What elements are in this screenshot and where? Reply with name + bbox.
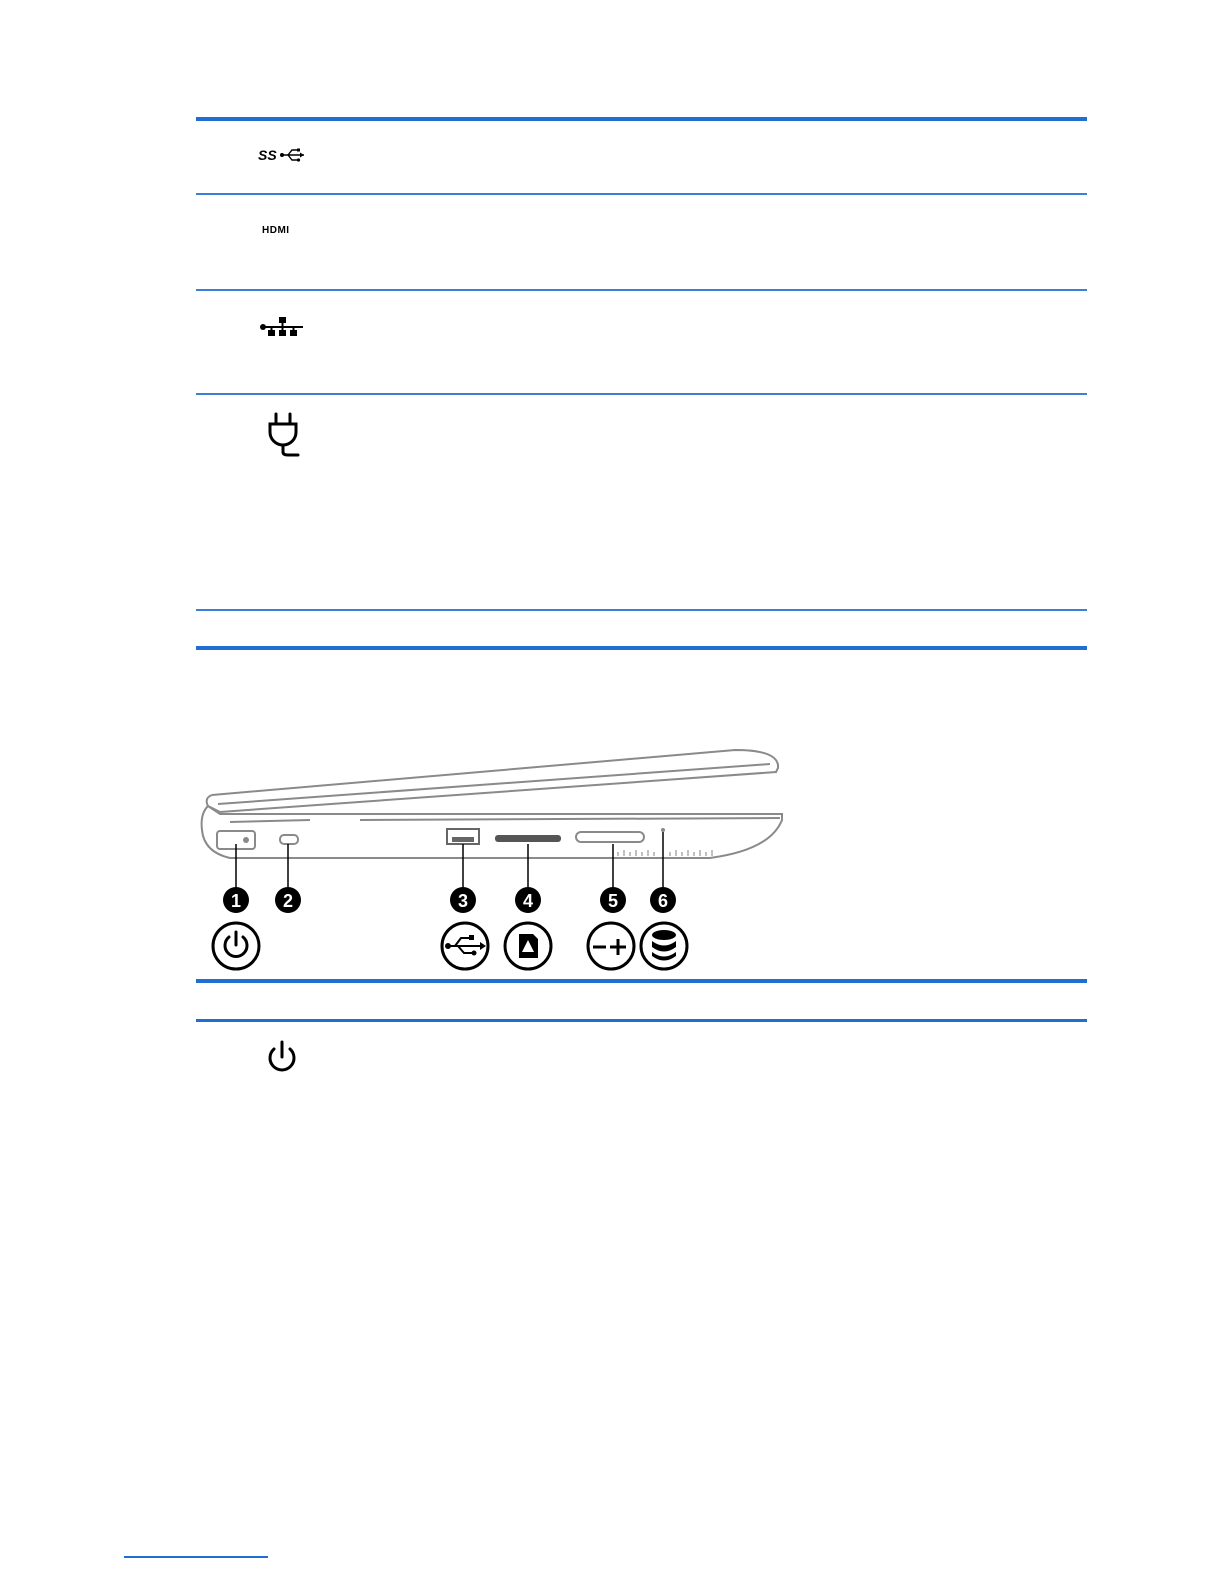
memory-card-icon [505,923,551,969]
table-header-divider [196,1019,1087,1022]
svg-text:6: 6 [657,891,669,911]
usb-icon [442,923,488,969]
power-icon [213,923,259,969]
footnote-separator [124,1556,268,1558]
hdmi-icon [262,223,304,235]
svg-text:1: 1 [230,891,242,911]
table-top-border [196,117,1087,121]
table-top-border [196,979,1087,983]
callout-5 [600,887,626,913]
table-row-divider [196,289,1087,291]
callout-1 [223,887,249,913]
table-row-divider [196,609,1087,611]
table-row-divider [196,393,1087,395]
superspeed-usb-label: SS [258,147,277,163]
svg-text:2: 2 [282,891,294,911]
power-icon [265,1039,299,1075]
callout-6 [650,887,676,913]
power-connector-plug-icon [266,412,302,458]
table-bottom-border [196,646,1087,650]
callout-3 [450,887,476,913]
table-row-divider [196,193,1087,195]
svg-text:3: 3 [457,891,469,911]
laptop-side-figure [190,740,790,975]
callout-4 [515,887,541,913]
network-rj45-icon [259,315,307,337]
hdmi-label: HDMI [262,225,290,235]
drive-activity-icon [641,923,687,969]
svg-text:5: 5 [607,891,619,911]
volume-icon [588,923,634,969]
svg-text:4: 4 [522,891,534,911]
callout-2 [275,887,301,913]
superspeed-usb-icon [258,146,308,164]
